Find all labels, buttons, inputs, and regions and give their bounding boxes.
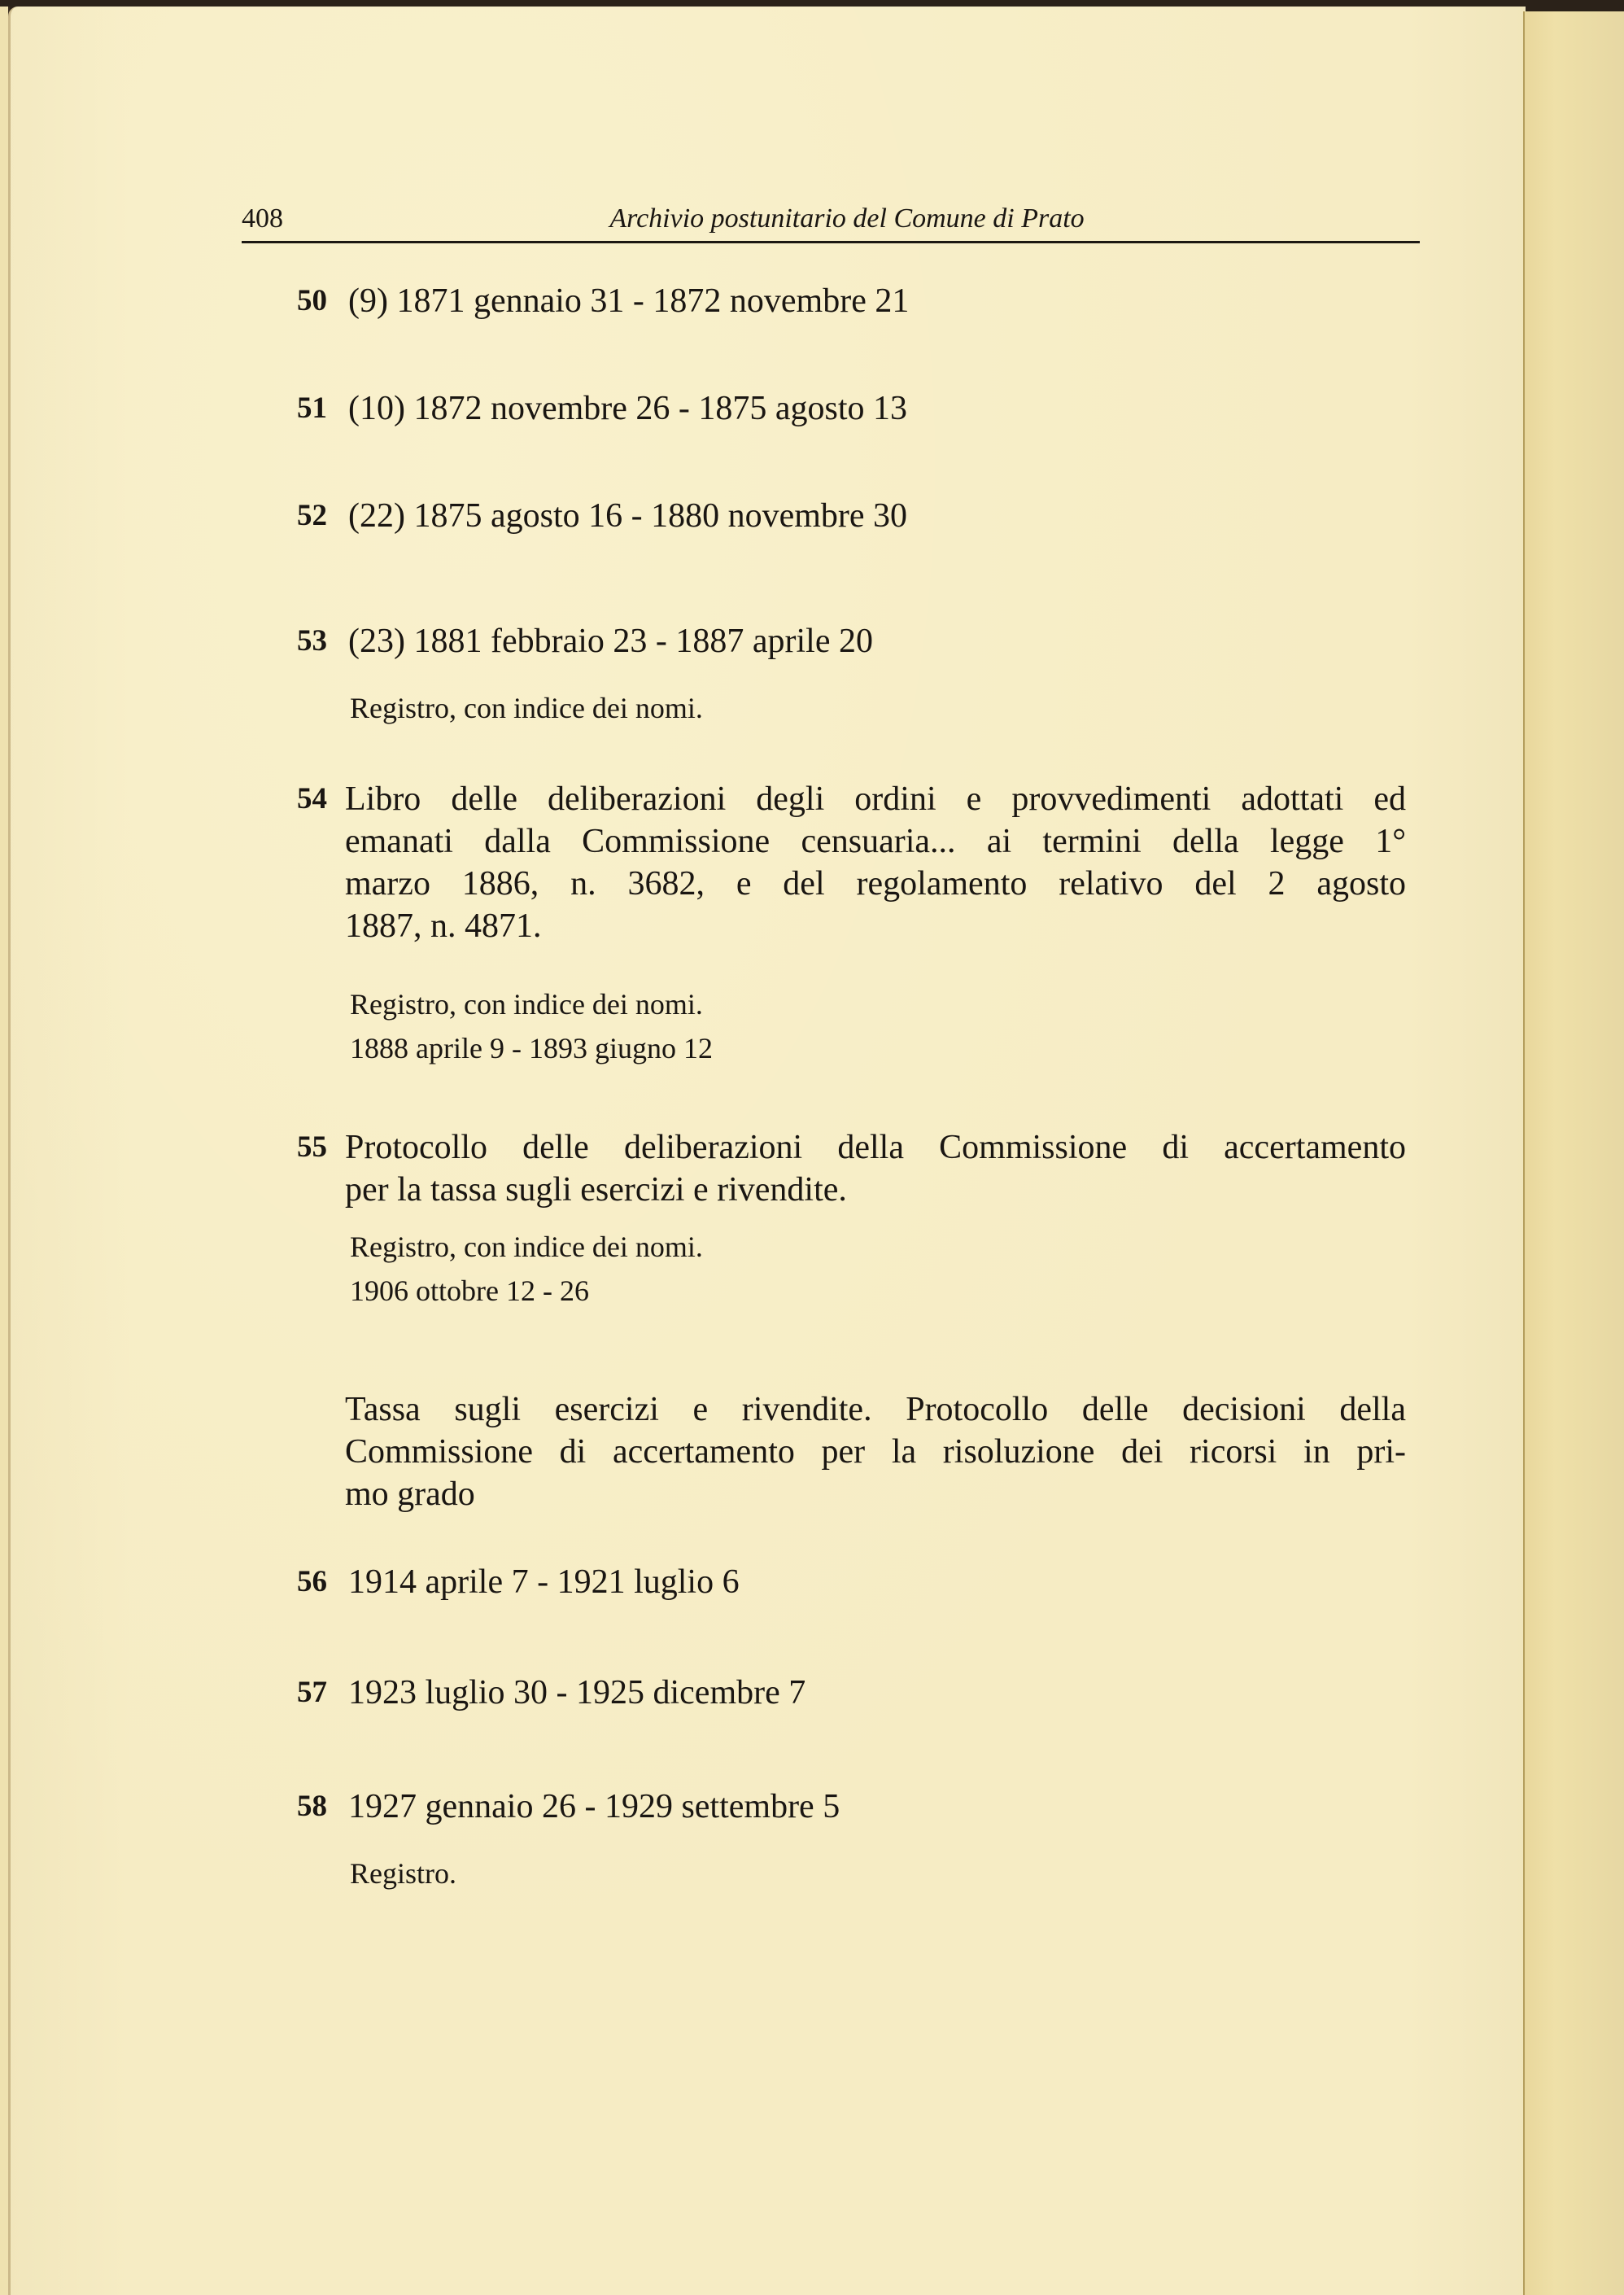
- entry-title-line: Libro delle deliberazioni degli ordini e provvedimenti adottati ed: [345, 780, 1406, 818]
- running-title: Archivio postunitario del Comune di Prato: [609, 203, 1085, 234]
- entry-number: 51: [297, 391, 327, 425]
- entry-number: 58: [297, 1790, 327, 1823]
- series-heading-line: Commissione di accertamento per la risoluzione dei ricorsi in pri-: [345, 1433, 1406, 1471]
- entry-title-line: Protocollo delle deliberazioni della Commissione di accertamento: [345, 1129, 1406, 1166]
- entry-note: Registro, con indice dei nomi.: [350, 692, 703, 724]
- entry-number: 50: [297, 284, 327, 317]
- entry-number: 57: [297, 1676, 327, 1709]
- entry-dates: 1923 luglio 30 - 1925 dicembre 7: [348, 1674, 806, 1711]
- entry-title-line: emanati dalla Commissione censuaria... ai termini della legge 1°: [345, 823, 1406, 860]
- series-heading-line: mo grado: [345, 1475, 475, 1513]
- entry-number: 56: [297, 1565, 327, 1598]
- entry-note: Registro.: [350, 1857, 456, 1890]
- entry-dates: 1927 gennaio 26 - 1929 settembre 5: [348, 1788, 840, 1825]
- entry-dates: (22) 1875 agosto 16 - 1880 novembre 30: [348, 497, 908, 535]
- entry-title: [345, 1126, 1406, 1211]
- entry-dates: (10) 1872 novembre 26 - 1875 agosto 13: [348, 390, 908, 427]
- entry-number: 54: [297, 782, 327, 815]
- entry-title-line: per la tassa sugli esercizi e rivendite.: [345, 1171, 847, 1209]
- page-number: 408: [242, 203, 283, 234]
- entry-dates: 1914 aprile 7 - 1921 luglio 6: [348, 1563, 740, 1601]
- entry-number: 55: [297, 1130, 327, 1164]
- entry-dates: 1906 ottobre 12 - 26: [350, 1274, 589, 1307]
- entry-title-line: marzo 1886, n. 3682, e del regolamento relativo del 2 agosto: [345, 865, 1406, 903]
- page-right-edge: [1523, 11, 1624, 2295]
- entry-title-line: 1887, n. 4871.: [345, 907, 542, 945]
- entry-number: 53: [297, 624, 327, 658]
- entry-dates: (23) 1881 febbraio 23 - 1887 aprile 20: [348, 623, 873, 660]
- series-heading-line: Tassa sugli esercizi e rivendite. Protocollo delle decisioni della: [345, 1391, 1406, 1428]
- series-heading-text: [345, 1388, 1406, 1515]
- entry-note: Registro, con indice dei nomi.: [350, 1231, 703, 1263]
- page-header: [242, 199, 1420, 243]
- entry-title: [345, 778, 1406, 947]
- entry-dates: 1888 aprile 9 - 1893 giugno 12: [350, 1032, 713, 1064]
- entry-dates: (9) 1871 gennaio 31 - 1872 novembre 21: [348, 282, 910, 320]
- entry-note: Registro, con indice dei nomi.: [350, 988, 703, 1021]
- entry-number: 52: [297, 499, 327, 532]
